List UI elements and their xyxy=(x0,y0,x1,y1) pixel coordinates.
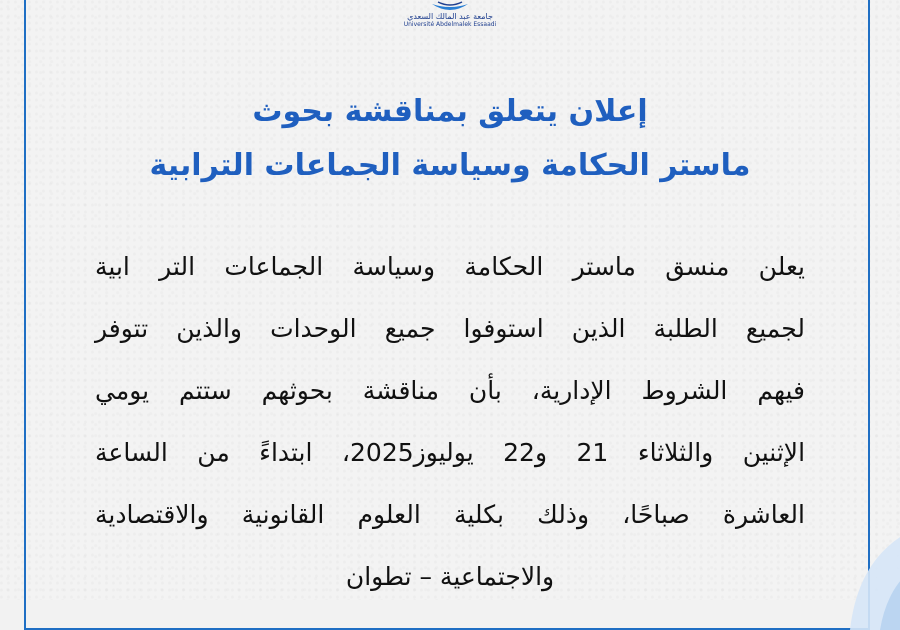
announcement-body xyxy=(95,236,805,608)
body-line: لجميع الطلبة الذين استوفوا جميع الوحدات والذين تتوفر xyxy=(95,314,805,343)
body-line: والاجتماعية – تطوان xyxy=(345,562,555,591)
body-line: يعلن منسق ماستر الحكامة وسياسة الجماعات التر ابية xyxy=(95,252,805,281)
decorative-corner-shape xyxy=(810,500,900,630)
body-line: العاشرة صباحًا، وذلك بكلية العلوم القانونية والاقتصادية xyxy=(95,500,805,529)
logo-name-ar: جامعة عبد المالك السعدي xyxy=(407,12,493,21)
body-line: فيهم الشروط الإدارية، بأن مناقشة بحوثهم ستتم يومي xyxy=(95,376,805,405)
announcement-title-line2: ماستر الحكامة وسياسة الجماعات الترابية xyxy=(149,148,751,183)
logo-name-fr: Université Abdelmalek Essaadi xyxy=(403,21,497,28)
body-line: الإثنين والثلاثاء 21 و22 يوليوز2025، ابتداءً من الساعة xyxy=(95,438,806,467)
announcement-title-line1: إعلان يتعلق بمناقشة بحوث xyxy=(252,94,648,129)
university-logo xyxy=(390,0,510,34)
